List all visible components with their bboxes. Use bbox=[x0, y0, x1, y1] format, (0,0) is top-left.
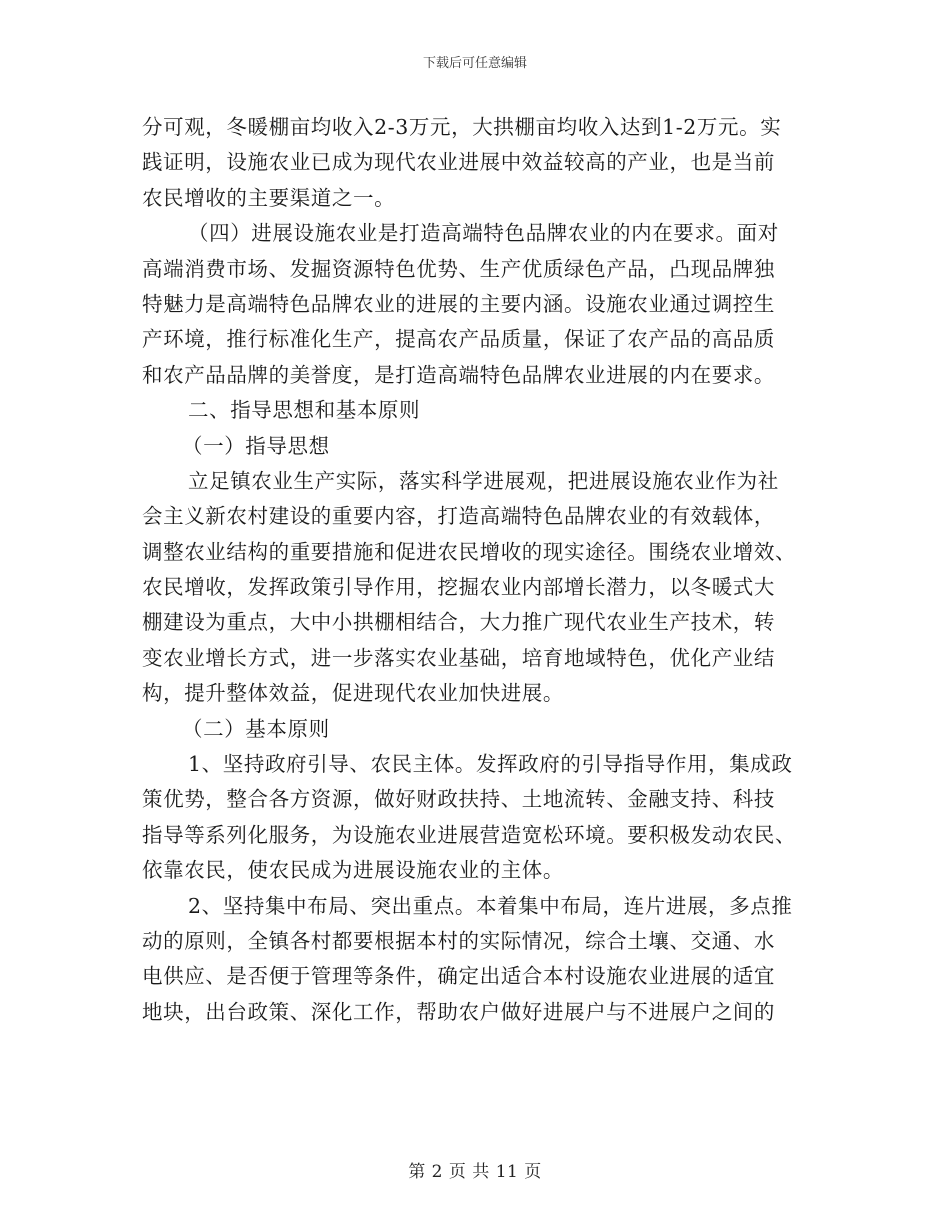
text-line: 构，提升整体效益，促进现代农业加快进展。 bbox=[142, 681, 564, 706]
page-header: 下载后可任意编辑 bbox=[422, 56, 527, 71]
document-body bbox=[142, 110, 812, 1030]
chapter-heading: 二、指导思想和基本原则 bbox=[188, 398, 421, 423]
text-line: 和农产品品牌的美誉度，是打造高端特色品牌农业进展的内在要求。 bbox=[142, 362, 775, 387]
text-line: 依靠农民，使农民成为进展设施农业的主体。 bbox=[142, 858, 564, 883]
text-line: 调整农业结构的重要措施和促进农民增收的现实途径。围绕农业增效、 bbox=[142, 539, 797, 564]
text-line: 会主义新农村建设的重要内容，打造高端特色品牌农业的有效载体， bbox=[142, 504, 775, 529]
text-line: 棚建设为重点，大中小拱棚相结合，大力推广现代农业生产技术，转 bbox=[142, 610, 775, 635]
text-line: 特魅力是高端特色品牌农业的进展的主要内涵。设施农业通过调控生 bbox=[142, 291, 775, 316]
text-line: 地块，出台政策、深化工作，帮助农户做好进展户与不进展户之间的 bbox=[142, 999, 775, 1024]
text-line: 立足镇农业生产实际，落实科学进展观，把进展设施农业作为社 bbox=[188, 468, 779, 493]
section-heading-4: （四）进展设施农业是打造高端特色品牌农业的内在要求。面对 bbox=[188, 221, 779, 246]
text-line: 践证明，设施农业已成为现代农业进展中效益较高的产业，也是当前 bbox=[142, 150, 775, 175]
text-line: 高端消费市场、发掘资源特色优势、生产优质绿色产品，凸现品牌独 bbox=[142, 256, 775, 281]
page-number-footer: 第 2 页 共 11 页 bbox=[408, 1162, 542, 1182]
section-heading-principles: （二）基本原则 bbox=[182, 716, 330, 741]
text-line: 分可观，冬暖棚亩均收入2-3万元，大拱棚亩均收入达到1-2万元。实 bbox=[142, 115, 782, 139]
text-line: 农民增收的主要渠道之一。 bbox=[142, 185, 396, 210]
text-line: 策优势，整合各方资源，做好财政扶持、土地流转、金融支持、科技 bbox=[142, 787, 775, 812]
text-line: 农民增收，发挥政策引导作用，挖掘农业内部增长潜力，以冬暖式大 bbox=[142, 575, 775, 600]
text-line: 电供应、是否便于管理等条件，确定出适合本村设施农业进展的适宜 bbox=[142, 964, 775, 989]
text-line: 产环境，推行标准化生产，提高农产品质量，保证了农产品的高品质 bbox=[142, 327, 775, 352]
text-line: 变农业增长方式，进一步落实农业基础，培育地域特色，优化产业结 bbox=[142, 645, 775, 670]
text-line: 动的原则，全镇各村都要根据本村的实际情况，综合土壤、交通、水 bbox=[142, 928, 775, 953]
text-line: 指导等系列化服务，为设施农业进展营造宽松环境。要积极发动农民、 bbox=[142, 822, 797, 847]
text-line: 2、坚持集中布局、突出重点。本着集中布局，连片进展，多点推 bbox=[188, 893, 793, 918]
section-heading-guiding-thought: （一）指导思想 bbox=[182, 433, 330, 458]
text-line: 1、坚持政府引导、农民主体。发挥政府的引导指导作用，集成政 bbox=[188, 752, 793, 777]
